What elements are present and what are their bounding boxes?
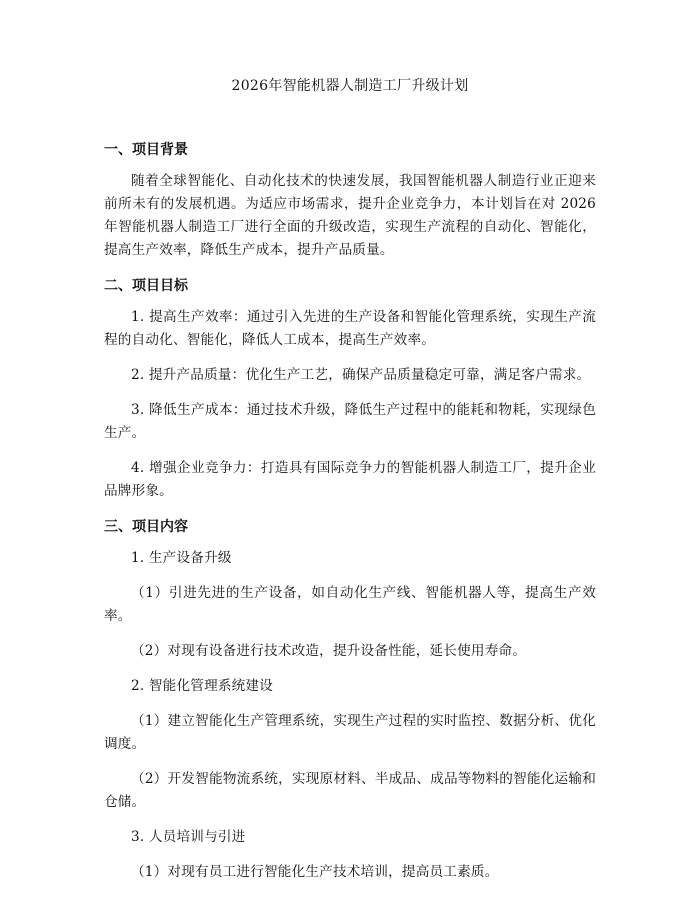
section-background [104,140,596,262]
section-heading: 二、项目目标 [104,278,188,294]
section-content [104,517,596,884]
list-item: （1）建立智能化生产管理系统，实现生产过程的实时监控、数据分析、优化调度。 [104,713,596,752]
section-heading: 一、项目背景 [104,142,188,158]
list-item: （2）开发智能物流系统，实现原材料、半成品、成品等物料的智能化运输和仓储。 [104,771,596,810]
subheading: 1. 生产设备升级 [131,550,232,566]
list-item: 1. 提高生产效率：通过引入先进的生产设备和智能化管理系统，实现生产流程的自动化、智能化，降低人工成本，提高生产效率。 [104,309,596,348]
section-heading: 三、项目内容 [104,519,188,535]
section-goals [104,276,596,503]
list-item: （1）引进先进的生产设备，如自动化生产线、智能机器人等，提高生产效率。 [104,585,596,624]
document-title: 2026年智能机器人制造工厂升级计划 [231,78,469,94]
list-item: （2）对现有设备进行技术改造，提升设备性能，延长使用寿命。 [131,643,527,659]
list-item: 3. 降低生产成本：通过技术升级，降低生产过程中的能耗和物耗，实现绿色生产。 [104,402,596,441]
list-item: 4. 增强企业竞争力：打造具有国际竞争力的智能机器人制造工厂，提升企业品牌形象。 [104,460,596,499]
subheading: 2. 智能化管理系统建设 [131,678,274,694]
list-item: （1）对现有员工进行智能化生产技术培训，提高员工素质。 [131,864,499,880]
subheading: 3. 人员培训与引进 [131,829,246,845]
list-item: 2. 提升产品质量：优化生产工艺，确保产品质量稳定可靠，满足客户需求。 [131,367,591,383]
paragraph: 随着全球智能化、自动化技术的快速发展，我国智能机器人制造行业正迎来前所未有的发展机遇。为适应市场需求，提升企业竞争力，本计划旨在对 2026 年智能机器人制造工厂进行全面的升级改造，实现生产流程的自动化、智能化，提高生产效率，降低生产成本，提升产品质量。 [104,173,596,258]
